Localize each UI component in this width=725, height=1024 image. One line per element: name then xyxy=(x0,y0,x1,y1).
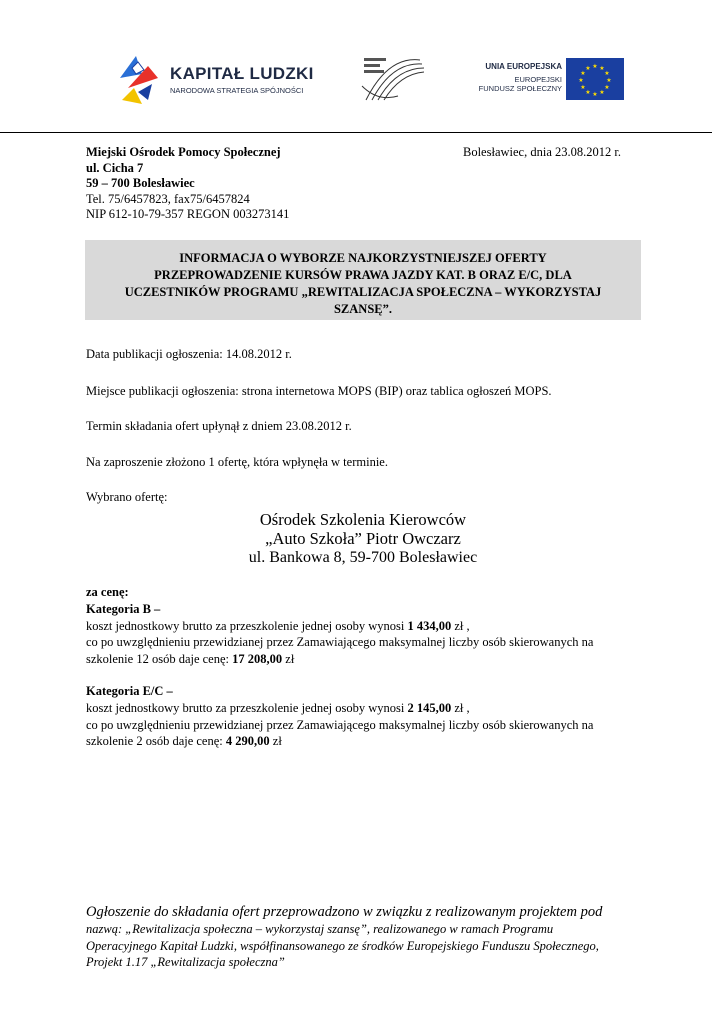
sender-street: ul. Cicha 7 xyxy=(86,160,144,175)
title-box xyxy=(85,240,641,320)
price-cat-ec xyxy=(86,683,641,750)
winner-school: „Auto Szkoła” Piotr Owczarz xyxy=(265,529,461,548)
cat-ec-line2: co po uwzględnieniu przewidzianej przez Zamawiającego maksymalnej liczby osób skierowanych na xyxy=(86,717,594,732)
title-line-3: UCZESTNIKÓW PROGRAMU „REWITALIZACJA SPOŁECZNA – WYKORZYSTAJ xyxy=(124,285,602,299)
title-line-2: PRZEPROWADZENIE KURSÓW PRAWA JAZDY KAT. B ORAZ E/C, DLA xyxy=(154,268,572,282)
header-divider xyxy=(0,132,712,133)
eu-logo xyxy=(474,58,624,102)
svg-text:★: ★ xyxy=(604,84,610,91)
kapital-ludzki-subtitle: NARODOWA STRATEGIA SPÓJNOŚCI xyxy=(170,86,304,95)
price-label: za cenę: xyxy=(86,585,129,599)
cat-b-heading: Kategoria B – xyxy=(86,601,161,616)
date-line: Bolesławiec, dnia 23.08.2012 r. xyxy=(463,145,621,159)
deadline-text: Termin składania ofert upłynął z dniem 23.08.2012 r. xyxy=(86,419,352,433)
cat-b-line3: szkolenie 12 osób daje cenę: 17 208,00 zł xyxy=(86,652,295,667)
kapital-ludzki-logo xyxy=(118,48,318,108)
price-cat-b xyxy=(86,584,641,668)
svg-text:★: ★ xyxy=(592,91,598,98)
svg-text:★: ★ xyxy=(580,84,586,91)
cat-b-line1: koszt jednostkowy brutto za przeszkolenie jednej osoby wynosi 1 434,00 zł , xyxy=(86,618,470,633)
footer-line-4: Projekt 1.17 „Rewitalizacja społeczna” xyxy=(86,955,285,969)
footer-note xyxy=(86,904,640,971)
svg-text:★: ★ xyxy=(604,70,610,77)
footer-line-1: Ogłoszenie do składania ofert przeprowadzono w związku z realizowanym projektem pod xyxy=(86,904,603,920)
publication-date: Data publikacji ogłoszenia: 14.08.2012 r. xyxy=(86,347,292,361)
svg-text:★: ★ xyxy=(606,77,612,84)
swirl-emblem-icon xyxy=(358,56,428,104)
sender-phone: Tel. 75/6457823, fax75/6457824 xyxy=(86,191,250,206)
cat-ec-line1: koszt jednostkowy brutto za przeszkolenie jednej osoby wynosi 2 145,00 zł , xyxy=(86,700,470,715)
winner-name: Ośrodek Szkolenia Kierowców xyxy=(259,510,467,529)
sender-city: 59 – 700 Bolesławiec xyxy=(86,176,195,191)
svg-text:★: ★ xyxy=(592,63,598,70)
svg-text:★: ★ xyxy=(599,89,605,96)
cat-b-total-amount: 17 208,00 xyxy=(232,652,283,667)
kapital-ludzki-title: KAPITAŁ LUDZKI xyxy=(170,64,314,83)
svg-text:★: ★ xyxy=(580,70,586,77)
footer-line-3: Operacyjnego Kapitał Ludzki, współfinansowanego ze środków Europejskiego Funduszu Społecznego, xyxy=(86,938,599,953)
eu-line1: UNIA EUROPEJSKA xyxy=(485,62,562,71)
kapital-ludzki-emblem-icon xyxy=(118,48,164,108)
winner-address: ul. Bankowa 8, 59-700 Bolesławiec xyxy=(248,549,478,566)
svg-text:★: ★ xyxy=(599,65,605,72)
title-line-1: INFORMACJA O WYBORZE NAJKORZYSTNIEJSZEJ OFERTY xyxy=(179,251,547,265)
eu-line2: EUROPEJSKI xyxy=(514,75,562,84)
footer-line-2: nazwą: „Rewitalizacja społeczna – wykorzystaj szansę”, realizowanego w ramach Programu xyxy=(86,922,554,936)
title-line-4: SZANSĘ”. xyxy=(333,302,392,316)
svg-text:★: ★ xyxy=(578,77,584,84)
cat-ec-unit-amount: 2 145,00 xyxy=(407,700,452,715)
cat-ec-total-amount: 4 290,00 xyxy=(225,734,270,749)
cat-b-unit-amount: 1 434,00 xyxy=(407,618,452,633)
winner-block xyxy=(86,510,640,567)
svg-text:★: ★ xyxy=(585,89,591,96)
cat-ec-heading: Kategoria E/C – xyxy=(86,684,173,698)
rewitalizacja-logo xyxy=(358,56,428,104)
svg-text:★: ★ xyxy=(585,65,591,72)
eu-line3: FUNDUSZ SPOŁECZNY xyxy=(478,84,562,93)
sender-block xyxy=(86,145,289,223)
chosen-label: Wybrano ofertę: xyxy=(86,490,168,504)
publication-place: Miejsce publikacji ogłoszenia: strona internetowa MOPS (BIP) oraz tablica ogłoszeń MOPS. xyxy=(86,384,552,398)
eu-flag-icon xyxy=(566,58,624,100)
offers-text: Na zaproszenie złożono 1 ofertę, która wpłynęła w terminie. xyxy=(86,455,388,469)
sender-ids: NIP 612-10-79-357 REGON 003273141 xyxy=(86,207,290,222)
cat-b-line2: co po uwzględnieniu przewidzianej przez Zamawiającego maksymalnej liczby osób skierowanych na xyxy=(86,635,594,650)
cat-ec-line3: szkolenie 2 osób daje cenę: 4 290,00 zł xyxy=(86,734,282,749)
sender-name: Miejski Ośrodek Pomocy Społecznej xyxy=(86,145,281,159)
